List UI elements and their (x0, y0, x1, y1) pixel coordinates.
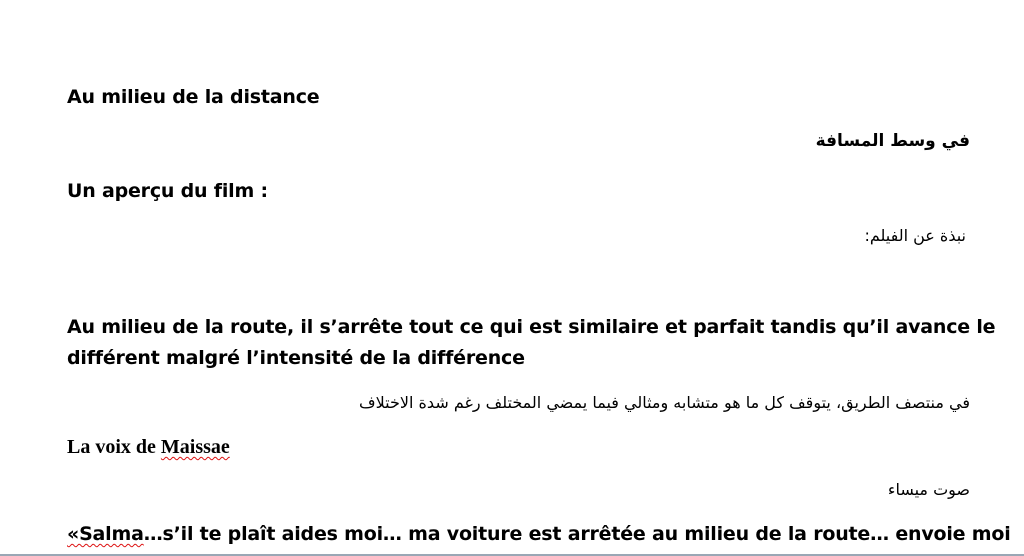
paragraph-arabic: في منتصف الطريق، يتوقف كل ما هو متشابه ومثالي فيما يمضي المختلف رغم شدة الاختلاف (359, 393, 970, 412)
overview-heading-arabic: نبذة عن الفيلم: (864, 226, 966, 245)
voice-heading-arabic: صوت ميساء (887, 480, 970, 499)
voice-heading-name: Maissae (160, 436, 230, 458)
title-french: Au milieu de la distance (67, 86, 320, 108)
overview-heading-french: Un aperçu du film : (67, 180, 268, 202)
paragraph-french-line-2: différent malgré l’intensité de la différence (67, 347, 525, 369)
quote-name: «Salma (67, 523, 144, 545)
title-arabic: في وسط المسافة (815, 131, 970, 151)
paragraph-french-line-1: Au milieu de la route, il s’arrête tout ce qui est similaire et parfait tandis qu’il avance le (67, 316, 996, 338)
voice-heading-prefix: La voix de (67, 436, 161, 458)
quote-line (67, 523, 1011, 545)
quote-text: …s’il te plaît aides moi… ma voiture est arrêtée au milieu de la route… envoie moi (143, 523, 1011, 545)
voice-heading (67, 436, 230, 459)
